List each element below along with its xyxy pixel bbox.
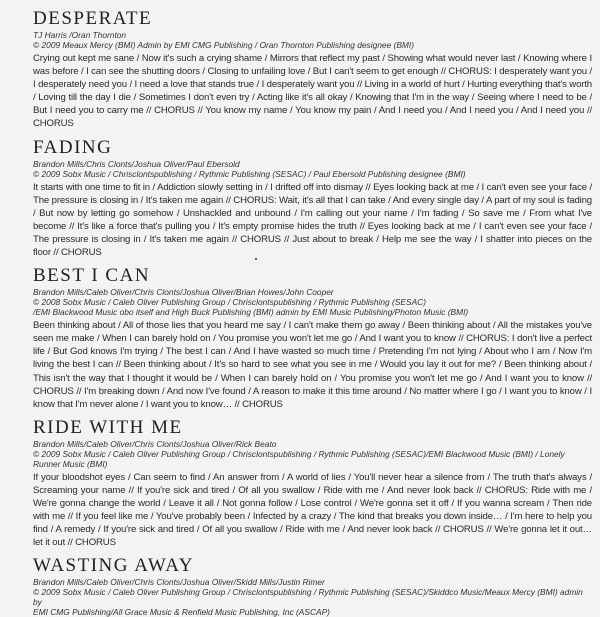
song-wasting-away [33,555,592,617]
song-copyright: © 2009 Sobx Music / Chrisclontspublishing / Rythmic Publishing (SESAC) / Paul Ebersold Publishing designee (BMI) [33,168,466,179]
song-copyright: © 2009 Meaux Mercy (BMI) Admin by EMI CMG Publishing / Oran Thornton Publishing designee (BMI) [33,40,415,50]
song-lyrics: Crying out kept me sane / Now it's such a crying shame / Mirrors that reflect my past / Showing what would never last / Knowing where I was before / I can see the shutting doors / Closing to unfailing love / But I can't seem to get enough // CHORUS: I desperately want you / I desperately need you / I need a love that stands true / I desperately want you // Living in a world of hurt / Hurting everything that's worth / Loving till the day I die / Sometimes I don't even try / Acting like it's all okay / Knowing that I'm in the way / Seeing where I need to be / But I need you to carry me // CHORUS // You know my name / You know my pain / And I need you / And I need you / And I need you // CHORUS [33,53,592,130]
song-title: DESPERATE [33,8,153,29]
song-writers: TJ Harris /Oran Thornton [33,30,127,40]
song-lyrics: If your bloodshot eyes / Can seem to find / An answer from / A world of lies / You'll never hear a silence from / The truth that's always / Screaming your name // If you're sick and tired / Of all you swallow / Ride with me / And never look back // CHORUS: Ride with me / We're gonna change the world / Leave it all / Not gonna follow / Lose control / We're gonna set it off / If you wanna scream / Then ride with me // If you feel like me / You've probably been / Infected by a crazy / The kind that breaks you down inside… / I'm here to help you find / A remedy / If you're sick and tired / Of all you swallow / Ride with me / And never look back // CHORUS // We're gonna let it out… let it out // CHORUS [33,471,592,549]
song-desperate [33,8,592,131]
song-lyrics: Been thinking about / All of those lies that you heard me say / I can't make them go away / Been thinking about / All the mistakes you've seen me make / When I can barely hold on / You promise you won't let me go / And I want you to know // CHORUS: I don't live a perfect life / But God knows I'm trying / The best I can / And I have wasted so much time / Pretending I'm not lying / About who I am / Now I'm living the best I can // Been thinking about / It's so hard to see what you see in me / Would you lay it out for me? / Been thinking about / This isn't the way that I thought it would be / When I can barely hold on / You promise you won't let me go / And I want you to know // CHORUS // I'm breaking down / And now I've found / A reason to make it this time around / No matter where I go / I want you to know / I know that I'm never alone / I want you to know… // CHORUS [33,320,592,410]
song-copyright-continued: EMI CMG Publishing/All Grace Music & Renfield Music Publishing, Inc (ASCAP) [33,607,330,617]
song-writers: Brandon Mills/Caleb Oliver/Chris Clonts/Joshua Oliver/Brian Howes/John Cooper [33,287,334,298]
song-writers: Brandon Mills/Caleb Oliver/Chris Clonts/Joshua Oliver/Skidd Mills/Justin Rimer [33,577,325,588]
song-copyright: © 2009 Sobx Music / Caleb Oliver Publishing Group / Chrisclontspublishing / Rythmic Publishing (SESAC)/EMI Blackwood Music (BMI) / Lonely Runner Music (BMI) [33,448,565,469]
song-copyright: © 2008 Sobx Music / Caleb Oliver Publishing Group / Chrisclontspublishing / Rythmic Publishing (SESAC) [33,297,426,308]
song-ride-with-me [33,417,592,550]
song-lyrics: It starts with one time to fit in / Addiction slowly setting in / I drifted off into dismay // Eyes looking back at me / I can't even see your face / The pressure is closing in / It's taken me again // CHORUS: Wait, it's all that I can take / And every single day / A part of my soul is fading / But now by letting go somehow / Unshackled and unbound / I'm calling out your name / I'm fading / So save me / From what I've become // It's like a force that's pulling you / It's empty promise hides the truth // Eyes looking back at me / I can't even see your face / The pressure is closing in / It's taken me again // CHORUS // Just about to break / Help me see the way / I shatter into pieces on the floor // CHORUS [33,181,592,259]
song-title: RIDE WITH ME [33,416,183,438]
song-fading [33,137,592,260]
song-best-i-can [33,265,592,411]
song-copyright: © 2009 Sobx Music / Caleb Oliver Publishing Group / Chrisclontspublishing / Rythmic Publishing (SESAC)/Skiddco Music/Meaux Mercy (BMI) admin by [33,587,583,608]
song-writers: Brandon Mills/Caleb Oliver/Chris Clonts/Joshua Oliver/Rick Beato [33,438,277,449]
song-writers: Brandon Mills/Chris Clonts/Joshua Oliver/Paul Ebersold [33,158,240,169]
song-title: WASTING AWAY [33,555,194,577]
song-copyright-continued: /EMI Blackwood Music obo itself and High Buck Publishing (BMI) admin by EMI Music Publishing/Photon Music (BMI) [33,307,469,318]
song-title: BEST I CAN [33,265,151,287]
song-title: FADING [33,136,113,158]
print-speck [255,258,257,260]
